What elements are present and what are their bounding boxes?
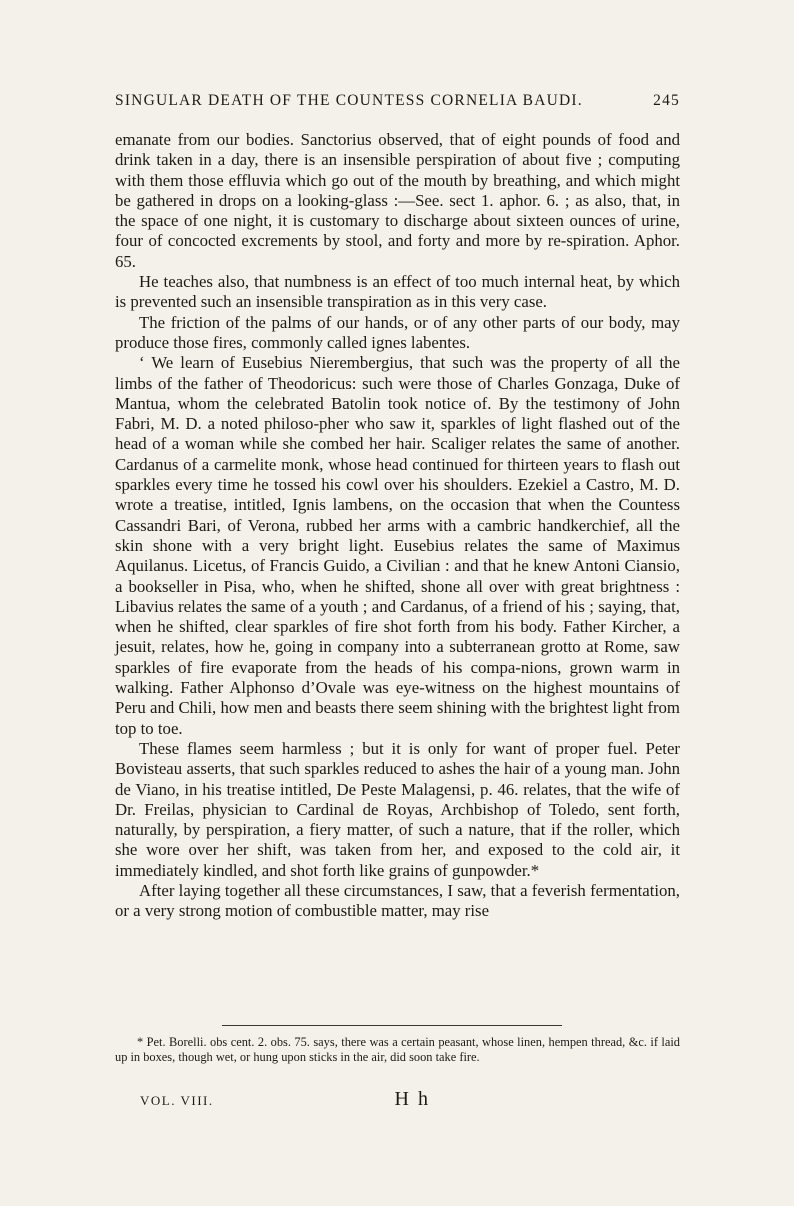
body-text [115, 130, 680, 922]
page-header [115, 92, 680, 110]
paragraph: emanate from our bodies. Sanctorius observed, that of eight pounds of food and drink taken in a day, there is an insensible perspiration of about five ; computing with them those effluvia which go out of the mouth by breathing, and which might be gathered in drops on a looking-glass :—See. sect 1. aphor. 6. ; as also, that, in the space of one night, it is customary to discharge about sixteen ounces of urine, four of concocted excrements by stool, and forty and more by re-spiration. Aphor. 65. [115, 130, 680, 271]
paragraph: The friction of the palms of our hands, or of any other parts of our body, may produce those fires, commonly called ignes labentes. [115, 312, 680, 352]
page-number: 245 [653, 92, 680, 109]
running-title: SINGULAR DEATH OF THE COUNTESS CORNELIA BAUDI. [115, 92, 583, 109]
volume-label: VOL. VIII. [140, 1093, 214, 1108]
footnote-rule [222, 1025, 562, 1026]
paragraph: ‘ We learn of Eusebius Nierembergius, that such was the property of all the limbs of the father of Theodoricus: such were those of Charles Gonzaga, Duke of Mantua, whom the celebrated Batolin took notice of. By the testimony of John Fabri, M. D. a noted philoso-pher who saw it, sparkles of light flashed out of the head of a woman while she combed her hair. Scaliger relates the same of another. Cardanus of a carmelite monk, whose head continued for thirteen years to flash out sparkles every time he tossed his cowl over his shoulders. Ezekiel a Castro, M. D. wrote a treatise, intitled, Ignis lambens, on the occasion that when the Countess Cassandri Bari, of Verona, rubbed her arms with a cambric handkerchief, all the skin shone with a very bright light. Eusebius relates the same of Maximus Aquilanus. Licetus, of Francis Guido, a Civilian : and that he knew Antoni Ciansio, a bookseller in Pisa, who, when he shifted, shone all over with great brightness : Libavius relates the same of a youth ; and Cardanus, of a friend of his ; saying, that, when he shifted, clear sparkles of fire shot forth from his body. Father Kircher, a jesuit, relates, how he, going in company into a subterranean grotto at Rome, saw sparkles of fire evaporate from the heads of his compa-nions, grown warm in walking. Father Alphonso d’Ovale was eye-witness on the highest mountains of Peru and Chili, how men and beasts there seem shining with the brightest light from top to toe. [115, 353, 680, 738]
signature-mark: H h [394, 1088, 430, 1110]
paragraph: These flames seem harmless ; but it is only for want of proper fuel. Peter Bovisteau asserts, that such sparkles reduced to ashes the hair of a young man. John de Viano, in his treatise intitled, De Peste Malagensi, p. 46. relates, that the wife of Dr. Freilas, physician to Cardinal de Royas, Archbishop of Toledo, sent forth, naturally, by perspiration, a fiery matter, of such a nature, that if the roller, which she wore over her shift, was taken from her, and exposed to the cold air, it immediately kindled, and shot forth like grains of gunpowder.* [115, 738, 680, 880]
paragraph: He teaches also, that numbness is an effect of too much internal heat, by which is prevented such an insensible transpiration as in this very case. [115, 272, 680, 312]
page-footer [140, 1088, 430, 1111]
paragraph: After laying together all these circumstances, I saw, that a feverish fermentation, or a very strong motion of combustible matter, may rise [115, 880, 680, 921]
footnote: * Pet. Borelli. obs cent. 2. obs. 75. says, there was a certain peasant, whose linen, hempen thread, &c. if laid up in boxes, though wet, or hung upon sticks in the air, did soon take fire. [115, 1035, 680, 1065]
